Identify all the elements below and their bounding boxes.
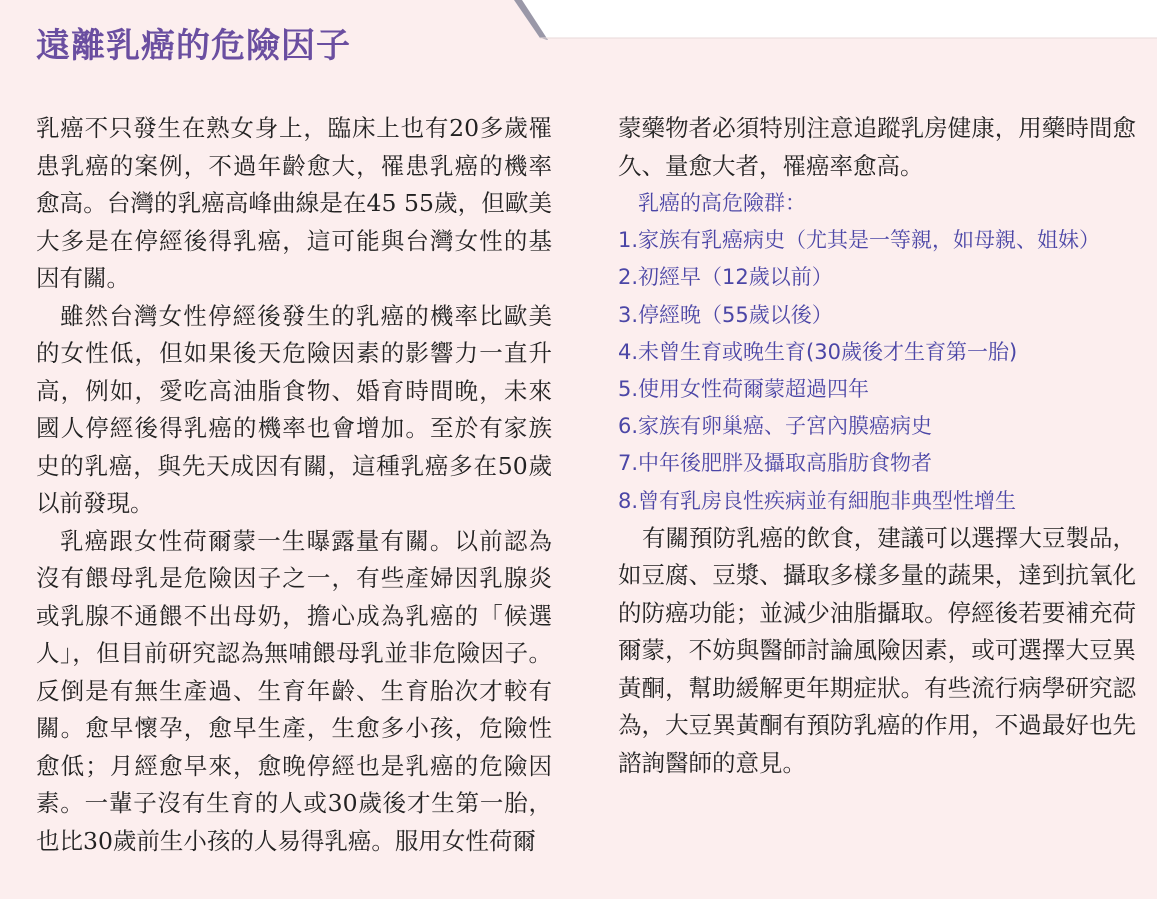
left-column <box>36 110 552 860</box>
risk-item: 1.家族有乳癌病史（尤其是一等親，如母親、姐妹） <box>618 228 1101 253</box>
paragraph: 乳癌跟女性荷爾蒙一生曝露量有關。以前認為沒有餵母乳是危險因子之一，有些產婦因乳腺炎或乳腺不通餵不出母奶，擔心成為乳癌的「候選人」，但目前研究認為無哺餵母乳並非危險因子。反倒是有無生產過、生育年齡、生育胎次才較有關。愈早懷孕，愈早生產，生愈多小孩，危險性愈低；月經愈早來，愈晚停經也是乳癌的危險因素。一輩子沒有生育的人或30歲後才生第一胎，也比30歲前生小孩的人易得乳癌。服用女性荷爾 <box>36 526 552 855</box>
paragraph: 有關預防乳癌的飲食，建議可以選擇大豆製品，如豆腐、豆漿、攝取多樣多量的蔬果，達到抗氧化的防癌功能；並減少油脂攝取。停經後若要補充荷爾蒙，不妨與醫師討論風險因素，或可選擇大豆異黃酮，幫助緩解更年期症狀。有些流行病學研究認為，大豆異黃酮有預防乳癌的作用，不過最好也先諮詢醫師的意見。 <box>618 523 1136 777</box>
risk-item: 3.停經晚（55歲以後） <box>618 302 833 327</box>
risk-item: 5.使用女性荷爾蒙超過四年 <box>618 377 870 402</box>
risk-item: 2.初經早（12歲以前） <box>618 265 833 290</box>
risk-item: 6.家族有卵巢癌、子宮內膜癌病史 <box>618 414 933 439</box>
paragraph: 乳癌不只發生在熟女身上，臨床上也有20多歲罹患乳癌的案例，不過年齡愈大，罹患乳癌的機率愈高。台灣的乳癌高峰曲線是在45 55歲，但歐美大多是在停經後得乳癌，這可能與台灣女性的基因有關。 <box>36 114 552 292</box>
right-column <box>618 110 1136 782</box>
risk-item: 8.曾有乳房良性疾病並有細胞非典型性增生 <box>618 488 1017 513</box>
risk-item: 7.中年後肥胖及攝取高脂肪食物者 <box>618 451 933 476</box>
risk-group-heading: 乳癌的高危險群： <box>638 191 806 215</box>
article-title: 遠離乳癌的危險因子 <box>36 26 351 66</box>
paragraph: 蒙藥物者必須特別注意追蹤乳房健康，用藥時間愈久、量愈大者，罹癌率愈高。 <box>618 114 1136 180</box>
paragraph: 雖然台灣女性停經後發生的乳癌的機率比歐美的女性低，但如果後天危險因素的影響力一直升高，例如，愛吃高油脂食物、婚育時間晚，未來國人停經後得乳癌的機率也會增加。至於有家族史的乳癌，與先天成因有關，這種乳癌多在50歲以前發現。 <box>36 301 552 517</box>
risk-item: 4.未曾生育或晚生育(30歲後才生育第一胎) <box>618 339 1018 364</box>
